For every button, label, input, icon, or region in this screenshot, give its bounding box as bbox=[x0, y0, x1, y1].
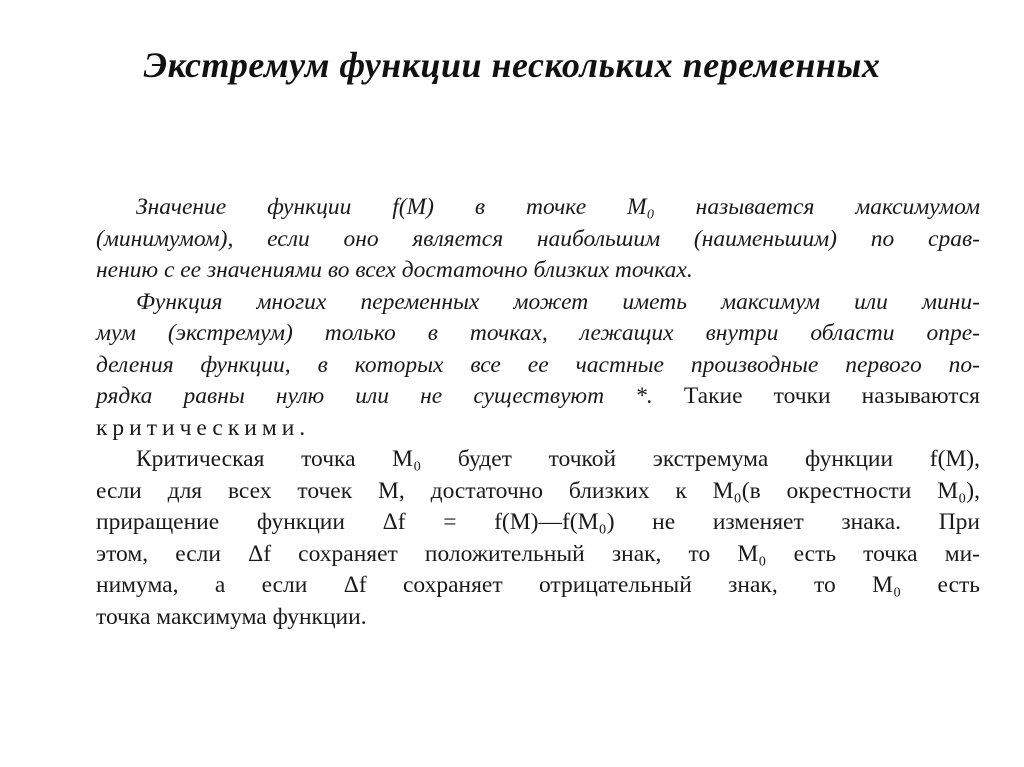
text-line: приращение функции Δf = f(M)—f(M₀) не изменяет знака. При bbox=[96, 509, 980, 535]
text-line: этом, если Δf сохраняет положительный знак, то M₀ есть точка ми- bbox=[96, 540, 980, 567]
text-fragment: Такие точки называются bbox=[652, 383, 980, 409]
text-line: нению с ее значениями во всех достаточно близких точках. bbox=[96, 257, 693, 283]
paragraph-definition bbox=[96, 192, 980, 287]
text-line-mixed bbox=[96, 381, 980, 413]
text-line: точка максимума функции. bbox=[96, 603, 367, 630]
text-line: Значение функции f(M) в точке M₀ называется максимумом bbox=[136, 194, 980, 220]
text-line: деления функции, в которых все ее частные производные первого по- bbox=[96, 351, 980, 378]
text-line: мум (экстремум) только в точках, лежащих внутри области опре- bbox=[96, 320, 980, 346]
text-line: Функция многих переменных может иметь максимум или мини- bbox=[136, 288, 980, 315]
text-line: если для всех точек M, достаточно близких к M₀(в окрестности M₀), bbox=[96, 477, 980, 504]
paragraph-sufficient-condition bbox=[96, 444, 980, 633]
slide-title: Экстремум функции нескольких переменных bbox=[143, 45, 881, 85]
text-line: Критическая точка M₀ будет точкой экстремума функции f(M), bbox=[136, 446, 980, 472]
text-body bbox=[96, 192, 980, 633]
text-line-spaced: критическими. bbox=[96, 414, 311, 441]
paragraph-necessary-condition bbox=[96, 287, 980, 445]
text-fragment: рядка равны нулю или не существуют *. bbox=[96, 383, 653, 409]
text-line: нимума, а если Δf сохраняет отрицательный знак, то M₀ есть bbox=[96, 572, 980, 598]
text-line: (минимумом), если оно является наибольшим (наименьшим) по срав- bbox=[96, 225, 980, 252]
